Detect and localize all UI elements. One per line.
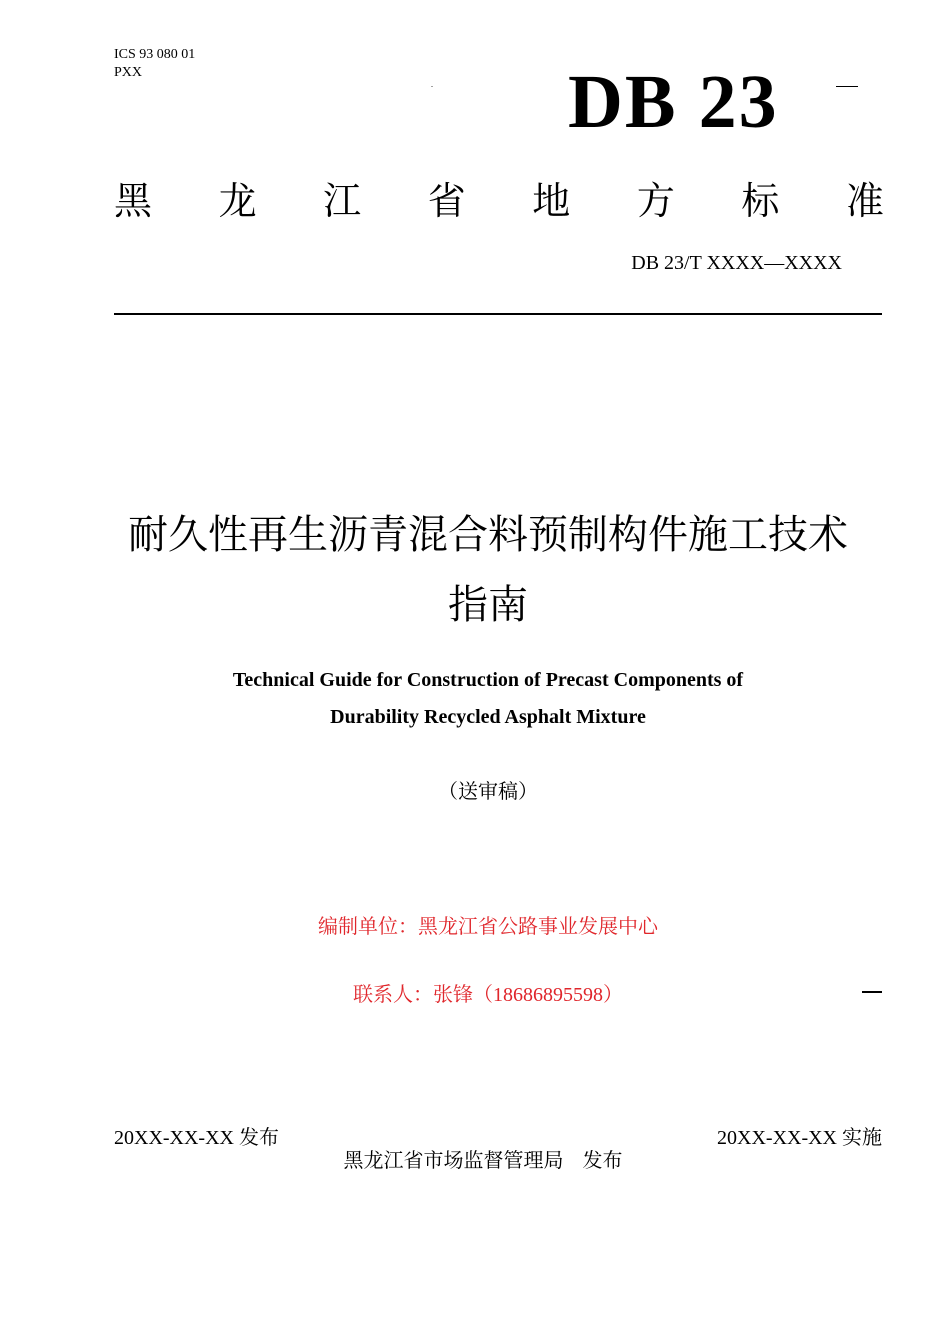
issuer: 黑龙江省市场监督管理局 发布	[343, 1148, 623, 1172]
standard-title-char: 江	[323, 179, 362, 223]
standard-title-char: 省	[427, 179, 466, 223]
compiler-contact: 联系人：张锋（18686895598）	[353, 984, 623, 1006]
implement-date: 20XX-XX-XX 实施	[717, 1127, 882, 1149]
english-title-line-1: Technical Guide for Construction of Precast Components of	[232, 669, 744, 691]
chinese-title-line-2: 指南	[448, 582, 528, 628]
margin-dash	[862, 991, 882, 993]
english-title-line-2: Durability Recycled Asphalt Mixture	[330, 706, 646, 728]
ics-code: ICS 93 080 01	[114, 47, 196, 62]
standard-title-char: 黑	[114, 179, 153, 223]
standard-title	[114, 176, 884, 226]
header-rule	[114, 313, 882, 315]
standard-title-char: 龙	[218, 179, 257, 223]
standard-number: DB 23/T XXXX—XXXX	[631, 252, 842, 274]
category-code: PXX	[114, 65, 143, 80]
db-code-logo: DB 23	[568, 60, 779, 144]
draft-status: （送审稿）	[438, 781, 538, 803]
db-code-dash	[836, 86, 858, 87]
stray-dot: .	[431, 80, 433, 89]
publish-date: 20XX-XX-XX 发布	[114, 1127, 279, 1149]
standard-title-char: 方	[636, 179, 675, 223]
chinese-title	[100, 500, 876, 640]
english-title	[110, 662, 866, 736]
compiler-org: 编制单位：黑龙江省公路事业发展中心	[318, 916, 658, 938]
chinese-title-line-1: 耐久性再生沥青混合料预制构件施工技术	[128, 512, 848, 558]
ics-block	[114, 46, 195, 82]
standard-title-char: 标	[741, 179, 780, 223]
standard-title-char: 地	[532, 179, 571, 223]
standard-title-char: 准	[845, 179, 884, 223]
